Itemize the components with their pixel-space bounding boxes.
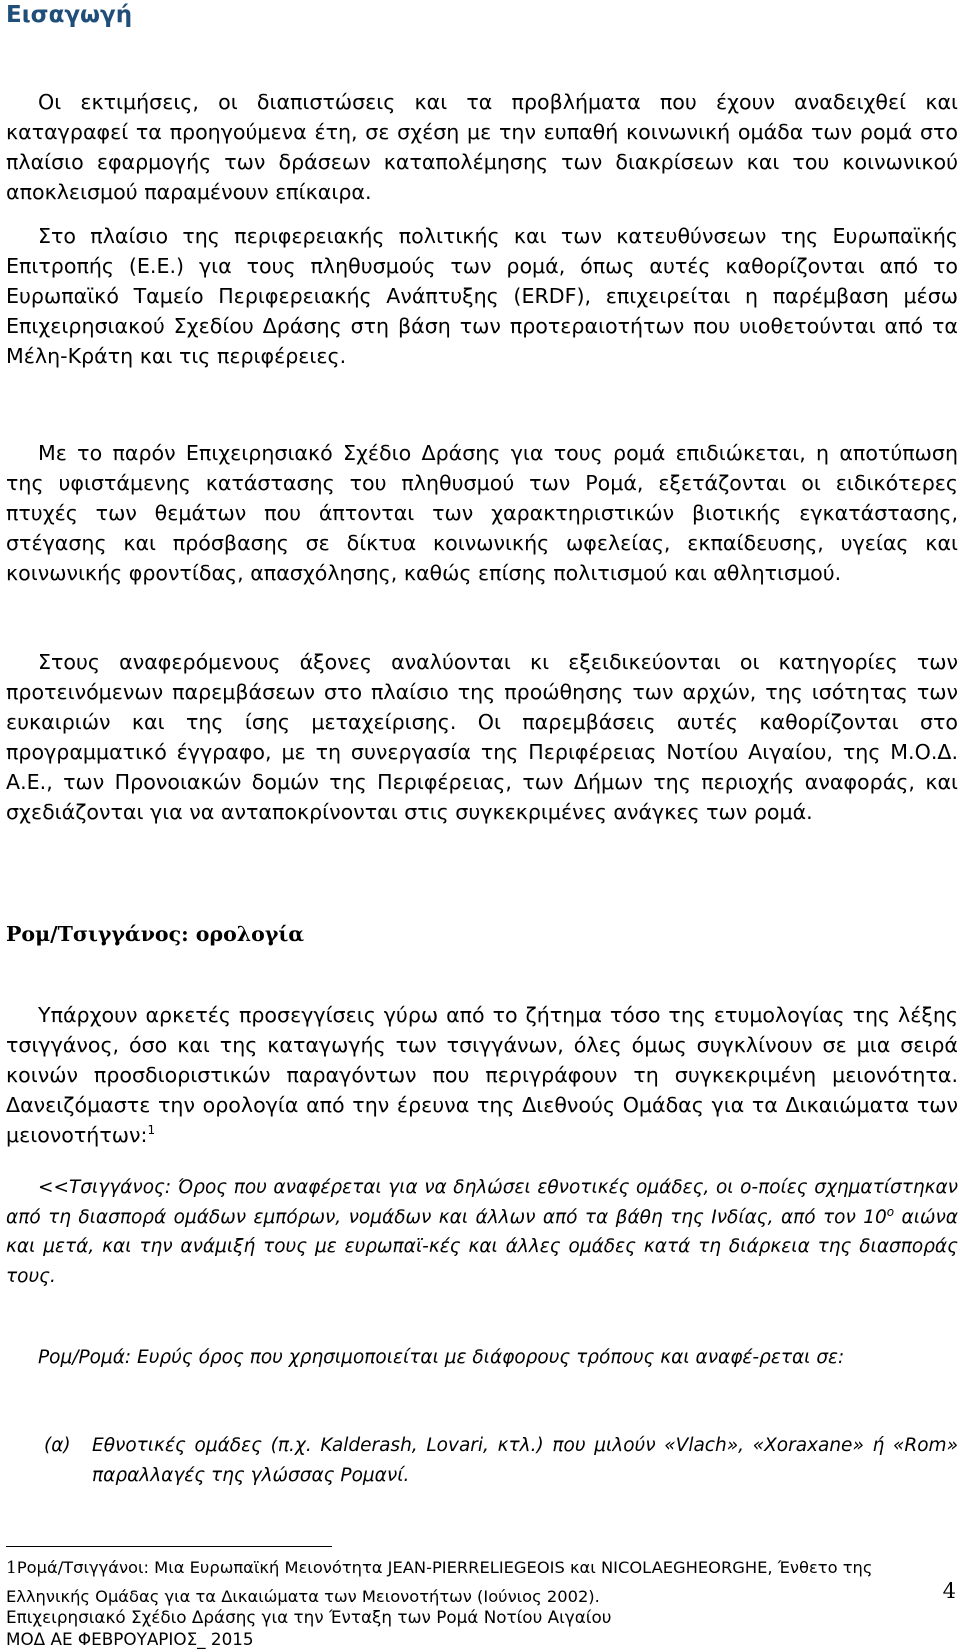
document-page — [6, 0, 958, 1651]
footnote-number: 1 — [6, 1558, 17, 1578]
footer-title: Επιχειρησιακό Σχέδιο Δράσης για την Ένταξη των Ρομά Νοτίου Αιγαίου — [6, 1607, 612, 1627]
page-footer — [6, 1607, 611, 1650]
gypsy-definition — [6, 1173, 958, 1291]
terminology-text: Υπάρχουν αρκετές προσεγγίσεις γύρω από το ζήτημα τόσο της ετυμολογίας της λέξης τσιγγάνος, όσο και της καταγωγής των τσιγγάνων, όλες όμως συγκλίνουν σε μια σειρά κοινών προσδιοριστικών παραγόντων που περιγράφουν τη συγκεκριμένη μειονότητα. Δανειζόμαστε την ορολογία από την έρευνα της Διεθνούς Ομάδας για τα Δικαιώματα των μειονοτήτων: — [6, 1003, 958, 1147]
definition-list-item — [44, 1431, 958, 1490]
century-superscript: ο — [886, 1204, 895, 1219]
footnote-separator — [6, 1546, 332, 1547]
gypsy-definition-end: αιώνα και μετά, και την ανάμιξή τους με ευρωπαϊ-κές και άλλες ομάδες κατά τη διάρκεια της διασποράς τους. — [6, 1206, 958, 1287]
section-heading: Ρομ/Τσιγγάνος: ορολογία — [6, 922, 305, 946]
terminology-paragraph — [6, 1001, 958, 1151]
footnote — [6, 1554, 958, 1611]
gypsy-definition-start: <<Τσιγγάνος: Όρος που αναφέρεται για να δηλώσει εθνοτικές ομάδες, οι ο-ποίες σχηματίστηκαν από τη διασπορά ομάδων εμπόρων, νομάδων και άλλων από τα βάθη της Ινδίας, από τον 10 — [6, 1177, 958, 1228]
intro-paragraph-1: Οι εκτιμήσεις, οι διαπιστώσεις και τα προβλήματα που έχουν αναδειχθεί και καταγραφεί τα προηγούμενα έτη, σε σχέση με την ευπαθή κοινωνική ομάδα των ρομά στο πλαίσιο εφαρμογής των δράσεων καταπολέμησης των διακρίσεων και του κοινωνικού αποκλεισμού παραμένουν επίκαιρα. — [6, 90, 958, 204]
rom-definition: Ρομ/Ρομά: Ευρύς όρος που χρησιμοποιείται με διάφορους τρόπους και αναφέ-ρεται σε: — [38, 1347, 845, 1368]
footnote-reference[interactable]: 1 — [147, 1122, 156, 1137]
list-item-text: Εθνοτικές ομάδες (π.χ. Kalderash, Lovari, κτλ.) που μιλούν «Vlach», «Xoraxane» ή «Rom» παραλλαγές της γλώσσας Ρομανί. — [92, 1435, 958, 1486]
intro-paragraph-3: Με το παρόν Επιχειρησιακό Σχέδιο Δράσης για τους ρομά επιδιώκεται, η αποτύπωση της υφιστάμενης κατάστασης του πληθυσμού των Ρομά, εξετάζονται οι ειδικότερες πτυχές των θεμάτων που άπτονται των χαρακτηριστικών βιοτικής εγκατάστασης, στέγασης και πρόσβασης σε δίκτυα κοινωνικής ωφελείας, εκπαίδευσης, υγείας και κοινωνικής φροντίδας, απασχόλησης, καθώς επίσης πολιτισμού και αθλητισμού. — [6, 441, 958, 585]
page-title: Εισαγωγή — [6, 2, 133, 28]
list-marker: (α) — [44, 1435, 71, 1456]
intro-paragraph-2: Στο πλαίσιο της περιφερειακής πολιτικής και των κατευθύνσεων της Ευρωπαϊκής Επιτροπής (Ε.Ε.) για τους πληθυσμούς των ρομά, όπως αυτές καθορίζονται από το Ευρωπαϊκό Ταμείο Περιφερειακής Ανάπτυξης (ERDF), επιχειρείται η παρέμβαση μέσω Επιχειρησιακού Σχεδίου Δράσης στη βάση των προτεραιοτήτων που υιοθετούνται από τα Μέλη-Κράτη και τις περιφέρειες. — [6, 224, 958, 368]
intro-paragraph-4: Στους αναφερόμενους άξονες αναλύονται κι εξειδικεύονται οι κατηγορίες των προτεινόμενων παρεμβάσεων στο πλαίσιο της προώθησης των αρχών, της ισότητας των ευκαιριών και της ίσης μεταχείρισης. Οι παρεμβάσεις αυτές καθορίζονται στο προγραμματικό έγγραφο, με τη συνεργασία της Περιφέρειας Νοτίου Αιγαίου, της Μ.Ο.Δ. Α.Ε., των Προνοιακών δομών της Περιφέρειας, των Δήμων της περιοχής αναφοράς, και σχεδιάζονται για να ανταποκρίνονται στις συγκεκριμένες ανάγκες των ρομά. — [6, 650, 958, 824]
footnote-text: Ρομά/Τσιγγάνοι: Μια Ευρωπαϊκή Μειονότητα JEAN-PIERRELIEGEOIS και NICOLAEGHEORGHE, Ένθετο της Ελληνικής Ομάδας για τα Δικαιώματα των Μειονοτήτων (Ιούνιος 2002). — [6, 1558, 873, 1606]
footer-date: ΜΟΔ ΑΕ ΦΕΒΡΟΥΑΡΙΟΣ_ 2015 — [6, 1628, 254, 1649]
page-number: 4 — [942, 1579, 956, 1603]
